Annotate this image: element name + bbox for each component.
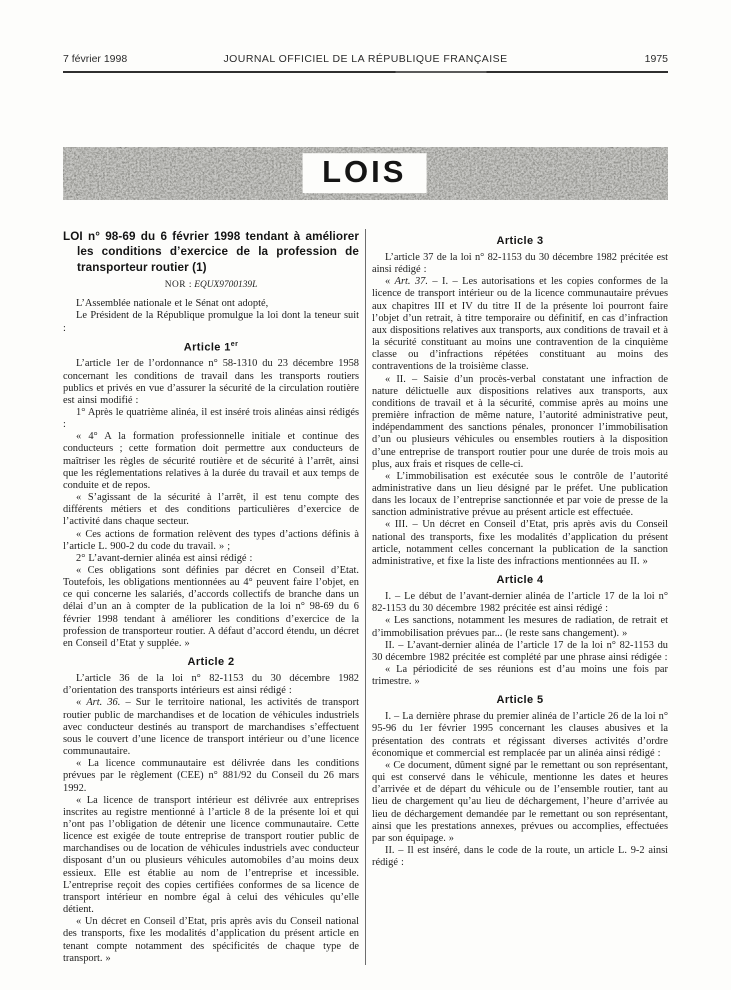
paragraph: II. – Il est inséré, dans le code de la route, un article L. 9-2 ainsi rédigé : [372, 845, 668, 869]
article-heading [63, 656, 359, 668]
paragraph: « III. – Un décret en Conseil d’Etat, pris après avis du Conseil national des transports, fixe les modalités d’application du présent article, notamment celles concernant la publication de la sanction administrative, et fixe la liste des infractions mentionnées au II. » [372, 519, 668, 567]
lois-banner-title: LOIS [302, 153, 426, 193]
lois-banner [63, 147, 668, 200]
header-page-number: 1975 [644, 53, 668, 65]
page-header [63, 53, 668, 65]
paragraph: L’article 1er de l’ordonnance n° 58-1310 du 23 décembre 1958 concernant les conditions de travail dans les transports routiers publics et privés en vue d’assurer la sécurité de la circulation routière est ainsi modifié : [63, 358, 359, 406]
article-heading-label: Article 3 [496, 235, 544, 247]
paragraph: 2° L’avant-dernier alinéa est ainsi rédigé : [76, 552, 253, 564]
nor-line [63, 280, 359, 290]
paragraph: « Art. 36. – Sur le territoire national, les activités de transport routier public de marchandises et de location de véhicules industriels avec conducteur destinés au transport de marchandises s’effectuent sous le couvert d’une licence de transport intérieur ou d’une licence communautaire. [63, 697, 359, 758]
paragraph: L’Assemblée nationale et le Sénat ont adopté, [76, 298, 269, 310]
paragraph: L’article 36 de la loi n° 82-1153 du 30 décembre 1982 d’orientation des transports intérieurs est ainsi rédigé : [63, 673, 359, 697]
article-heading-label: Article 2 [187, 656, 235, 669]
header-date: 7 février 1998 [63, 53, 128, 65]
article-heading [63, 341, 359, 354]
paragraph: « La périodicité de ses réunions est d’au moins une fois par trimestre. » [372, 664, 668, 688]
paragraph: I. – Le début de l’avant-dernier alinéa de l’article 17 de la loi n° 82-1153 du 30 décembre 1982 précitée est ainsi rédigé : [372, 591, 668, 615]
nor-value: EQUX9700139L [194, 280, 258, 291]
article-heading [372, 574, 668, 586]
article-heading [372, 694, 668, 706]
article-reference: Art. 36. [86, 697, 121, 709]
left-column [63, 229, 359, 965]
law-title: LOI n° 98-69 du 6 février 1998 tendant à améliorer les conditions d’exercice de la profession de transporteur routier (1) [63, 230, 359, 274]
paragraph: Le Président de la République promulgue la loi dont la teneur suit : [63, 310, 359, 334]
paragraph: « S’agissant de la sécurité à l’arrêt, il est tenu compte des différents métiers et des conditions particulières d’exercice de l’activité dans chaque secteur. [63, 492, 359, 528]
paragraph: 1° Après le quatrième alinéa, il est inséré trois alinéas ainsi rédigés : [63, 406, 359, 431]
paragraph: « La licence communautaire est délivrée dans les conditions prévues par le règlement (CEE) n° 881/92 du Conseil du 26 mars 1992. [63, 758, 359, 794]
paragraph: L’article 37 de la loi n° 82-1153 du 30 décembre 1982 précitée est ainsi rédigé : [372, 252, 668, 276]
article-reference: Art. 37. [394, 276, 428, 288]
ordinal-suffix: er [230, 340, 239, 348]
paragraph: I. – La dernière phrase du premier alinéa de l’article 26 de la loi n° 95-96 du 1er février 1995 concernant les clauses abusives et la présentation des contrats et régissant diverses activités d’ordre économique et commercial est remplacée par un alinéa ainsi rédigé : [372, 711, 668, 759]
paragraph: « Ces actions de formation relèvent des types d’actions définis à l’article L. 900-2 du code du travail. » ; [63, 528, 359, 552]
paragraph: II. – L’avant-dernier alinéa de l’article 17 de la loi n° 82-1153 du 30 décembre 1982 précitée est complété par une phrase ainsi rédigée : [372, 639, 668, 663]
paragraph: « 4° A la formation professionnelle initiale et continue des conducteurs ; cette formation doit permettre aux conducteurs de maîtriser les règles de sécurité routière et de sécurité à l’arrêt, ainsi que les réglementations relatives à la durée du travail et aux temps de conduite et de repos. [63, 431, 359, 491]
article-heading-label: Article 5 [496, 694, 544, 707]
nor-label: NOR : [164, 280, 192, 291]
right-column [365, 229, 668, 965]
paragraph: « La licence de transport intérieur est délivrée aux entreprises inscrites au registre mentionné à l’article 8 de la présente loi et qui n’ont pas l’obligation de détenir une licence communautaire. Cette licence est exigée de toute entreprise de transport routier public de marchandises ou de location de véhicules industriels avec conducteur disposant d’un ou plusieurs véhicules automobiles d’au moins deux essieux. Elle est établie au nom de l’entreprise et incessible. L’entreprise reçoit des copies certifiées conformes de sa licence de transport intérieur en nombre égal à celui des véhicules qu’elle détient. [63, 794, 359, 916]
article-heading [372, 235, 668, 247]
article-heading-label: Article 1 [183, 341, 231, 354]
paragraph: « Art. 37. – I. – Les autorisations et les copies conformes de la licence de transport intérieur ou de la licence communautaire prévues aux chapitres III et IV du titre II de la présente loi pourront faire l’objet d’un retrait, à titre temporaire ou définitif, en cas d’infraction aux dispositions relatives aux transports, aux conditions de travail et à la sécurité constituant au moins une contravention de la cinquième classe ou d’infractions répétées constituant au moins des contraventions de la troisième classe. [372, 276, 668, 373]
paragraph: « Ces obligations sont définies par décret en Conseil d’Etat. Toutefois, les obligations mentionnées au 4° peuvent faire l’objet, en ce qui concerne les salariés, d’accords collectifs de branche dans un délai d’un an à compter de la publication de la loi n° 98-69 du 6 février 1998 tendant à améliorer les conditions d’exercice de la profession de transporteur routier. A défaut d’accord étendu, un décret en Conseil d’Etat y supplée. » [63, 565, 359, 649]
paragraph: « Les sanctions, notamment les mesures de radiation, de retrait et d’immobilisation prévues par... (le reste sans changement). » [372, 615, 668, 639]
header-journal-title: JOURNAL OFFICIEL DE LA RÉPUBLIQUE FRANÇAISE [223, 53, 508, 65]
text-columns [63, 229, 668, 965]
paragraph: « Ce document, dûment signé par le remettant ou son représentant, qui est conservé dans le véhicule, mentionne les dates et heures d’arrivée et de départ du véhicule ou de l’ensemble routier, tant au lieu de chargement qu’au lieu de déchargement, l’heure d’arrivée au lieu de déchargement demandée par le remettant ou son représentant, ainsi que les prestations annexes, prévues ou accomplies, effectuées par son équipage. » [372, 759, 668, 844]
paragraph: « Un décret en Conseil d’Etat, pris après avis du Conseil national des transports, fixe les modalités d’application du présent article en tenant compte notamment des spécificités de chaque type de transport. » [63, 916, 359, 964]
paragraph: « L’immobilisation est exécutée sous le contrôle de l’autorité administrative dans un lieu désigné par le préfet. Une publication dans les locaux de l’entreprise sanctionnée et par voie de presse de la sanction administrative prévue au présent article est effectuée. [372, 470, 668, 519]
paragraph: « II. – Saisie d’un procès-verbal constatant une infraction de nature délictuelle aux dispositions relatives aux transports, aux conditions de travail et à la sécurité, commise après au moins une première infraction de même nature, l’autorité administrative peut, indépendamment des sanctions pénales, prononcer l’immobilisation d’un ou plusieurs véhicules ou ensembles routiers à la disposition d’une entreprise de transport routier pour une durée de trois mois au plus, aux frais et risques de celle-ci. [372, 373, 668, 470]
article-heading-label: Article 4 [496, 574, 544, 587]
header-rule [63, 71, 668, 73]
left-column-flow [63, 298, 359, 965]
